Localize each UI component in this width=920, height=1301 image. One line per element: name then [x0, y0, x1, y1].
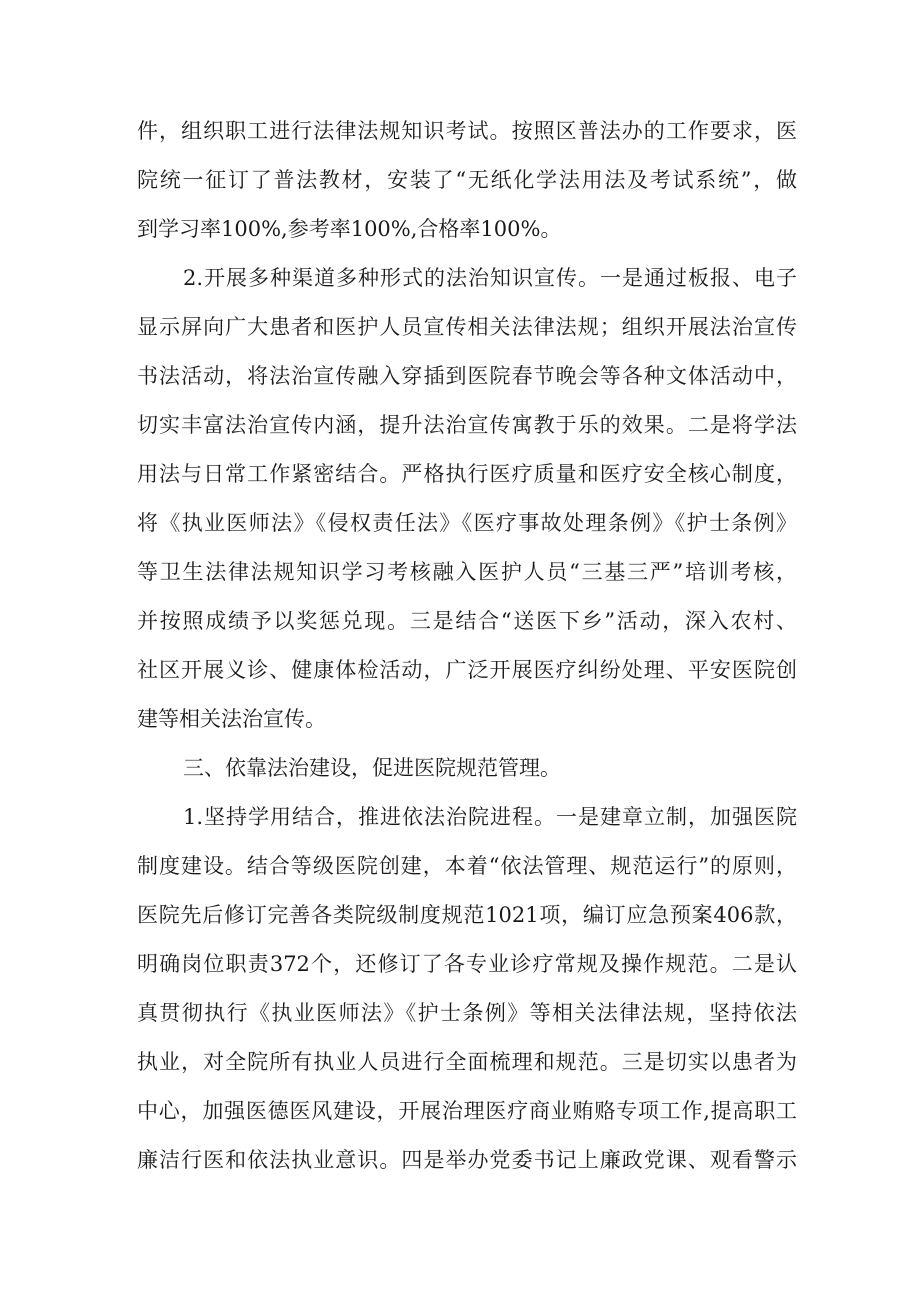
section-heading: 三、依靠法治建设，促进医院规范管理。	[183, 756, 561, 780]
text-line: 将《执业医师法》《侵权责任法》《医疗事故处理条例》《护士条例》	[137, 511, 797, 535]
text-line: 社区开展义诊、健康体检活动，广泛开展医疗纠纷处理、平安医院创	[137, 658, 797, 682]
text-line: 等卫生法律法规知识学习考核融入医护人员“三基三严”培训考核，	[137, 560, 797, 584]
text-line: 切实丰富法治宣传内涵，提升法治宣传寓教于乐的效果。二是将学法	[137, 413, 797, 437]
text-line: 院统一征订了普法教材，安装了“无纸化学法用法及考试系统”，做	[137, 168, 797, 192]
text-line: 制度建设。结合等级医院创建，本着“依法管理、规范运行”的原则，	[137, 854, 797, 878]
text-line: 到学习率100%,参考率100%,合格率100%。	[137, 217, 562, 241]
text-line: 明确岗位职责372个，还修订了各专业诊疗常规及操作规范。二是认	[137, 952, 797, 976]
paragraph-start-line: 1.坚持学用结合，推进依法治院进程。一是建章立制，加强医院	[183, 805, 797, 829]
text-line: 中心，加强医德医风建设，开展治理医疗商业贿赂专项工作,提高职工	[137, 1099, 797, 1123]
text-line: 书法活动，将法治宣传融入穿插到医院春节晚会等各种文体活动中，	[137, 364, 797, 388]
paragraph-start-line: 2.开展多种渠道多种形式的法治知识宣传。一是通过板报、电子	[183, 266, 797, 290]
text-line: 用法与日常工作紧密结合。严格执行医疗质量和医疗安全核心制度，	[137, 462, 797, 486]
text-line: 显示屏向广大患者和医护人员宣传相关法律法规；组织开展法治宣传	[137, 315, 797, 339]
text-line: 执业，对全院所有执业人员进行全面梳理和规范。三是切实以患者为	[137, 1050, 797, 1074]
text-line: 廉洁行医和依法执业意识。四是举办党委书记上廉政党课、观看警示	[137, 1148, 797, 1172]
text-line: 真贯彻执行《执业医师法》《护士条例》等相关法律法规，坚持依法	[137, 1001, 797, 1025]
text-line: 医院先后修订完善各类院级制度规范1021项，编订应急预案406款，	[137, 903, 797, 927]
text-line: 建等相关法治宣传。	[137, 707, 326, 731]
text-line: 件，组织职工进行法律法规知识考试。按照区普法办的工作要求，医	[137, 119, 797, 143]
text-line: 并按照成绩予以奖惩兑现。三是结合“送医下乡”活动，深入农村、	[137, 609, 797, 633]
